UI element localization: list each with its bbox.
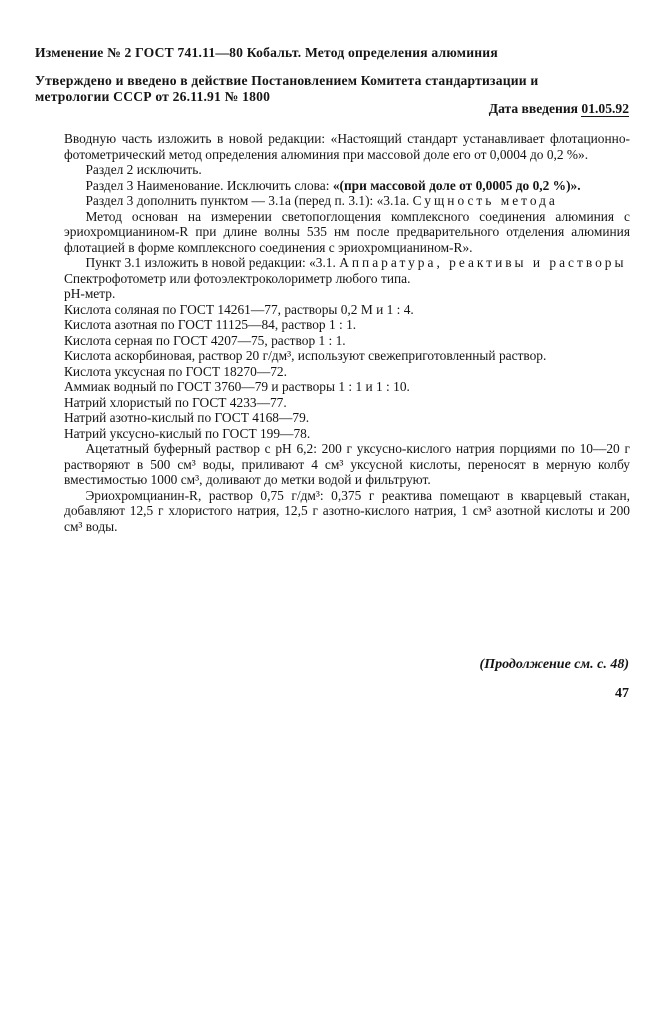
list-item: Кислота соляная по ГОСТ 14261—77, растворы 0,2 М и 1 : 4. — [64, 301, 414, 317]
paragraph-clause-3-1 — [64, 255, 630, 271]
list-item: Спектрофотометр или фотоэлектроколориметр любого типа. — [64, 270, 411, 286]
clause-3-1-text: Пункт 3.1 изложить в новой редакции: «3.1. — [85, 255, 340, 270]
paragraph-section3-addition — [64, 193, 630, 209]
paragraph-section3-name — [64, 178, 630, 194]
list-item: Натрий азотно-кислый по ГОСТ 4168—79. — [64, 410, 310, 425]
paragraph-buffer-solution: Ацетатный буферный раствор с pH 6,2: 200 г уксусно-кислого натрия порциями по 10—20 г растворяют в 500 см³ воды, приливают 4 см³ уксусной кислоты, переносят в мерную колбу вместимостью 1000 см³, доливают до метки водой и фильтруют. — [64, 441, 630, 487]
paragraph-intro: Вводную часть изложить в новой редакции: «Настоящий стандарт устанавливает флотационно-фотометрический метод определения алюминия при массовой доле его от 0,0004 до 0,2 %». — [64, 131, 630, 162]
document-title: Изменение № 2 ГОСТ 741.11—80 Кобальт. Метод определения алюминия — [35, 45, 498, 60]
section3-addition-heading: Сущность метода — [412, 193, 558, 208]
section3-excluded-words: «(при массовой доле от 0,0005 до 0,2 %)». — [332, 177, 581, 193]
document-body — [64, 131, 630, 534]
effective-date — [489, 100, 629, 118]
list-item: Натрий уксусно-кислый по ГОСТ 199—78. — [64, 425, 311, 441]
list-item: Аммиак водный по ГОСТ 3760—79 и растворы 1 : 1 и 1 : 10. — [64, 379, 410, 394]
effective-date-value: 01.05.92 — [581, 101, 629, 116]
clause-3-1-heading: Аппаратура, реактивы и растворы — [339, 255, 627, 270]
list-item: Кислота уксусная по ГОСТ 18270—72. — [64, 363, 287, 379]
list-item: Натрий хлористый по ГОСТ 4233—77. — [64, 394, 287, 410]
section3-addition-text: Раздел 3 дополнить пунктом — 3.1а (перед п. 3.1): «3.1а. — [85, 193, 413, 208]
section3-text: Раздел 3 Наименование. Исключить слова: — [85, 177, 333, 193]
effective-date-label: Дата введения — [488, 101, 582, 116]
paragraph-method-principle: Метод основан на измерении светопоглощения комплексного соединения алюминия с эриохромцианином-R при длине волны 535 нм после предварительного отделения алюминия флотацией в форме комплексного соединения с эриохромцианином-R». — [64, 208, 630, 255]
continuation-note: (Продолжение см. с. 48) — [479, 657, 629, 672]
list-item: Кислота аскорбиновая, раствор 20 г/дм³, используют свежеприготовленный раствор. — [64, 348, 547, 363]
paragraph-eriochrome-solution: Эриохромцианин-R, раствор 0,75 г/дм³: 0,375 г реактива помещают в кварцевый стакан, добавляют 12,5 г хлористого натрия, 12,5 г азотно-кислого натрия, 1 см³ азотной кислоты и 200 см³ воды. — [64, 487, 630, 534]
list-item: Кислота серная по ГОСТ 4207—75, раствор 1 : 1. — [64, 332, 346, 348]
paragraph-section2: Раздел 2 исключить. — [85, 162, 202, 177]
approval-line-2: метрологии СССР от 26.11.91 № 1800 — [35, 89, 271, 104]
list-item: pH-метр. — [64, 286, 116, 301]
page-number: 47 — [615, 686, 629, 701]
list-item: Кислота азотная по ГОСТ 11125—84, раствор 1 : 1. — [64, 317, 357, 332]
approval-line-1: Утверждено и введено в действие Постановлением Комитета стандартизации и — [35, 73, 539, 88]
